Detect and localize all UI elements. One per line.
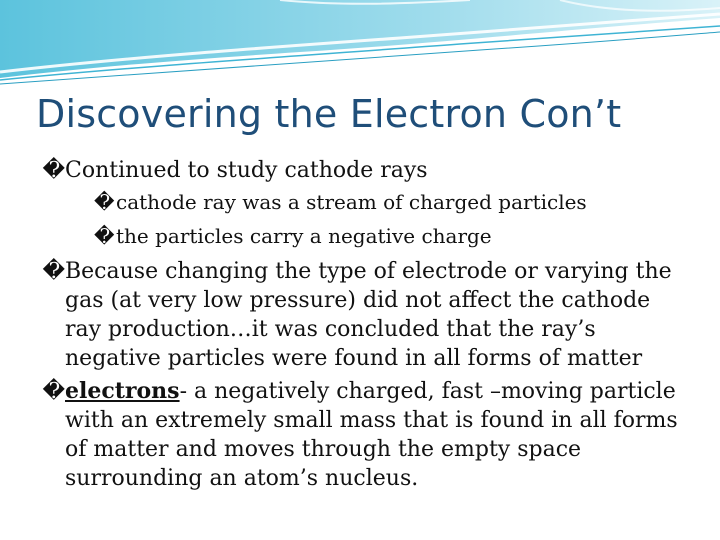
bullet-text: Continued to study cathode rays	[65, 158, 428, 183]
bullet-text: Because changing the type of electrode or varying the gas (at very low pressure) did not affect the cathode ray production…it was concluded that the ray’s negative particles were found in all forms of matter	[65, 259, 672, 371]
bullet-conclusion	[18, 257, 688, 373]
slide-title: Discovering the Electron Con’t	[36, 92, 622, 136]
bullet-continued-study	[18, 156, 688, 185]
bullet-glyph: �	[42, 158, 65, 183]
subbullet-glyph: �	[94, 224, 115, 248]
slide-body	[18, 156, 688, 493]
term-electrons: electrons	[65, 378, 180, 404]
subbullet-negative-charge	[18, 219, 688, 253]
subbullet-text: the particles carry a negative charge	[116, 224, 492, 248]
subbullet-glyph: �	[94, 190, 115, 214]
bullet-glyph: �	[42, 259, 65, 284]
bullet-text: - a negatively charged, fast –moving particle with an extremely small mass that is found in all forms of matter and moves through the empty space surrounding an atom’s nucleus.	[65, 379, 678, 491]
subbullet-text: cathode ray was a stream of charged particles	[116, 190, 587, 214]
bullet-electrons-definition	[18, 377, 688, 493]
header-wave-decoration	[0, 0, 720, 90]
bullet-glyph: �	[42, 379, 65, 404]
subbullet-stream-of-particles	[18, 185, 688, 219]
